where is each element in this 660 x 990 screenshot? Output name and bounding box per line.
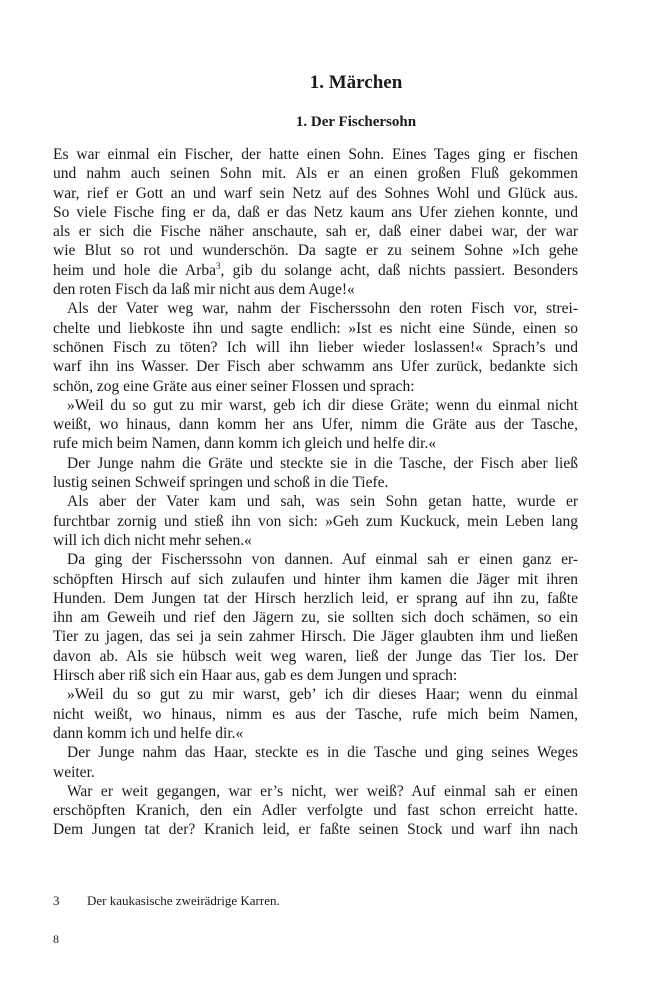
text-line: war, rief er Gott an und warf sein Netz auf des Sohnes Wohl und Glück aus.: [53, 184, 578, 202]
text-line: warf ihn ins Wasser. Der Fisch aber schwamm ans Ufer zurück, bedankte sich: [53, 358, 578, 376]
text-line: als er sich die Fische näher anschaute, sah er, daß einer dabei war, der war: [53, 223, 578, 241]
body-text: [53, 145, 578, 840]
text-line: Als der Vater weg war, nahm der Fischerssohn den roten Fisch vor, strei-: [67, 300, 578, 318]
section-title: 1. Der Fischersohn: [295, 114, 417, 130]
text-line: will ich dich nicht mehr sehen.«: [53, 531, 252, 549]
text-line: und nahm auch seinen Sohn mit. Als er an einen großen Fluß gekommen: [53, 165, 578, 183]
text-line: dann komm ich und helfe dir.«: [53, 724, 244, 742]
footnote: [53, 893, 280, 909]
text-line: Hirsch aber riß sich ein Haar aus, gab es dem Jungen und sprach:: [53, 667, 458, 685]
text-line: Es war einmal ein Fischer, der hatte einen Sohn. Eines Tages ging er fischen: [53, 146, 578, 163]
text-line: rufe mich beim Namen, dann komm ich gleich und helfe dir.«: [53, 435, 437, 453]
text-line: Dem Jungen tat der? Kranich leid, er faßte seinen Stock und warf ihn nach: [53, 821, 578, 839]
text-line: schöpften Hirsch auf sich zulaufen und hinter ihm kamen die Jäger mit ihren: [53, 570, 578, 588]
text-line: den roten Fisch da laß mir nicht aus dem Auge!«: [53, 281, 355, 299]
page-number: 8: [53, 932, 59, 946]
text-line: »Weil du so gut zu mir warst, geb’ ich dir dieses Haar; wenn du einmal: [67, 686, 578, 704]
footnote-text: Der kaukasische zweirädrige Karren.: [87, 893, 280, 908]
text-line: weißt, wo hinaus, dann komm her ans Ufer, nimm die Gräte aus der Tasche,: [53, 416, 578, 434]
text-line: furchtbar zornig und stieß ihn von sich: »Geh zum Kuckuck, mein Leben lang: [53, 512, 578, 530]
footnote-reference: 3: [216, 260, 221, 271]
text-line: schön, zog eine Gräte aus einer seiner Flossen und sprach:: [53, 377, 415, 395]
text-line: Der Junge nahm die Gräte und steckte sie in die Tasche, der Fisch aber ließ: [67, 454, 578, 472]
text-line: So viele Fische fing er da, daß er das Netz kaum ans Ufer ziehen konnte, und: [53, 203, 578, 221]
footnote-number: 3: [53, 893, 60, 908]
text-line: Da ging der Fischerssohn von dannen. Auf einmal sah er einen ganz er-: [67, 551, 578, 569]
text-line: Als aber der Vater kam und sah, was sein Sohn getan hatte, wurde er: [67, 493, 578, 511]
text-line: davon ab. Als sie hübsch weit weg waren, ließ der Junge das Tier los. Der: [53, 647, 578, 665]
text-line: wie Blut so rot und wunderschön. Da sagte er zu seinem Sohne »Ich gehe: [53, 242, 578, 260]
text-line: nicht weißt, wo hinaus, nimm es aus der Tasche, rufe mich beim Namen,: [53, 705, 578, 723]
text-line: Hunden. Dem Jungen tat der Hirsch herzlich leid, er sprang auf ihn zu, faßte: [53, 589, 578, 607]
text-line: War er weit gegangen, war er’s nicht, wer weiß? Auf einmal sah er einen: [67, 782, 578, 800]
text-line: ihn am Geweih und rief den Jägern zu, sie sollten sich doch schämen, so ein: [53, 609, 578, 627]
text-line: »Weil du so gut zu mir warst, geb ich dir diese Gräte; wenn du einmal nicht: [67, 396, 578, 414]
text-line: Tier zu jagen, das sei ja sein zahmer Hirsch. Die Jäger glaubten ihm und ließen: [53, 628, 578, 646]
text-line: schönen Fisch zu töten? Ich will ihn lieber wieder loslassen!« Sprach’s und: [53, 338, 578, 356]
text-line: heim und hole die Arba$^3$, gib du solange acht, daß nichts passiert. Besonders: [53, 260, 578, 279]
text-line: erschöpften Kranich, den ein Adler verfolgte und fast schon erreicht hatte.: [53, 802, 578, 820]
text-line: Der Junge nahm das Haar, steckte es in die Tasche und ging seines Weges: [67, 744, 578, 762]
text-line: weiter.: [53, 763, 95, 781]
chapter-title: 1. Märchen: [309, 72, 403, 93]
text-line: lustig seinen Schweif springen und schoß in die Tiefe.: [53, 474, 389, 492]
text-line: chelte und liebkoste ihn und sagte endlich: »Ist es nicht eine Sünde, einen so: [53, 319, 578, 337]
